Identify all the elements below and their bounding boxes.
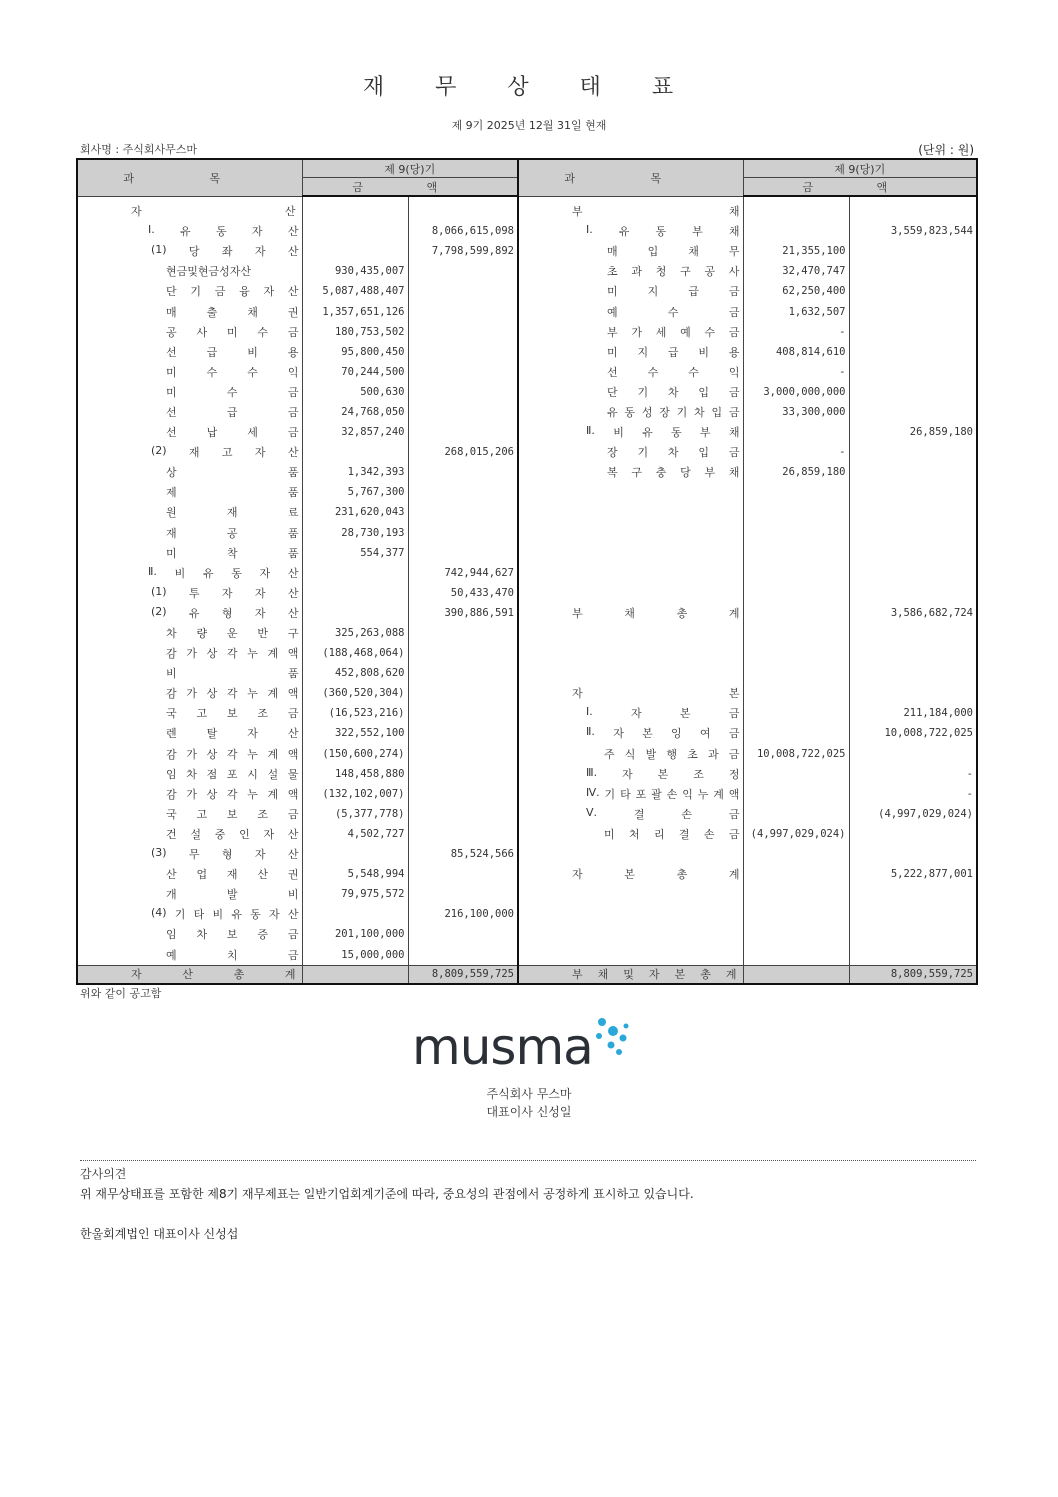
left-account-label: 차 량 운 반 구 (77, 623, 302, 643)
left-account-label: (3) 무 형 자 산 (77, 844, 302, 864)
right-account-label: Ⅰ. 유 동 부 채 (518, 221, 743, 241)
left-subtotal-amount (408, 744, 518, 764)
table-row (77, 944, 977, 965)
left-account-label: 개 발 비 (77, 884, 302, 904)
left-account-label: 선 급 비 용 (77, 342, 302, 362)
right-detail-amount: 1,632,507 (743, 301, 849, 321)
right-detail-amount (743, 663, 849, 683)
table-row (77, 201, 977, 221)
header-period-right: 제 9(당)기 (743, 159, 977, 178)
right-detail-amount (743, 784, 849, 804)
left-detail-amount: 930,435,007 (302, 261, 408, 281)
right-detail-amount: 62,250,400 (743, 281, 849, 301)
left-detail-amount: 325,263,088 (302, 623, 408, 643)
left-account-label: 감 가 상 각 누 계 액 (77, 683, 302, 703)
left-account-label: 임 차 보 증 금 (77, 924, 302, 944)
left-subtotal-amount (408, 301, 518, 321)
auditor-name: 한울회계법인 대표이사 신성섭 (80, 1227, 239, 1241)
right-detail-amount (743, 864, 849, 884)
left-detail-amount: 5,087,488,407 (302, 281, 408, 301)
right-detail-amount (743, 643, 849, 663)
right-detail-amount: 32,470,747 (743, 261, 849, 281)
right-subtotal-amount (849, 663, 977, 683)
svg-text:musma: musma (412, 1018, 593, 1070)
table-row (77, 402, 977, 422)
right-subtotal-amount: 26,859,180 (849, 422, 977, 442)
left-detail-amount: 4,502,727 (302, 824, 408, 844)
right-subtotal-amount (849, 844, 977, 864)
right-account-label: 단 기 차 입 금 (518, 382, 743, 402)
left-account-label: (2) 재 고 자 산 (77, 442, 302, 462)
right-detail-amount (743, 502, 849, 522)
left-account-label: 선 급 금 (77, 402, 302, 422)
left-account-label: Ⅱ. 비 유 동 자 산 (77, 563, 302, 583)
left-account-label: 렌 탈 자 산 (77, 723, 302, 743)
right-account-label (518, 944, 743, 965)
left-detail-amount: 1,357,651,126 (302, 301, 408, 321)
right-subtotal-amount (849, 583, 977, 603)
right-subtotal-amount (849, 382, 977, 402)
right-subtotal-amount: 5,222,877,001 (849, 864, 977, 884)
right-account-label: Ⅳ. 기 타 포 괄 손 익 누 계 액 (518, 784, 743, 804)
right-subtotal-amount: 211,184,000 (849, 703, 977, 723)
table-row (77, 864, 977, 884)
audit-opinion-heading: 감사의견 (80, 1167, 127, 1181)
left-subtotal-amount (408, 764, 518, 784)
left-account-label: 현금및현금성자산 (77, 261, 302, 281)
right-detail-amount: (4,997,029,024) (743, 824, 849, 844)
table-row (77, 342, 977, 362)
left-detail-amount: 24,768,050 (302, 402, 408, 422)
table-row (77, 784, 977, 804)
right-account-label (518, 543, 743, 563)
left-subtotal-amount: 390,886,591 (408, 603, 518, 623)
left-subtotal-amount (408, 422, 518, 442)
left-detail-amount: 15,000,000 (302, 944, 408, 965)
table-row (77, 924, 977, 944)
left-account-label: 국 고 보 조 금 (77, 703, 302, 723)
right-account-label: Ⅴ. 결 손 금 (518, 804, 743, 824)
left-account-label: 미 수 수 익 (77, 362, 302, 382)
right-detail-amount (743, 844, 849, 864)
left-detail-amount (302, 563, 408, 583)
table-row (77, 241, 977, 261)
left-subtotal-amount (408, 543, 518, 563)
total-liab-equity-label: 부 채 및 자 본 총 계 (518, 965, 743, 984)
right-account-label: Ⅱ. 비 유 동 부 채 (518, 422, 743, 442)
left-subtotal-amount (408, 643, 518, 663)
table-row (77, 362, 977, 382)
left-subtotal-amount (408, 623, 518, 643)
right-detail-amount (743, 221, 849, 241)
signature-ceo: 대표이사 신성일 (486, 1105, 572, 1119)
table-row (77, 764, 977, 784)
left-subtotal-amount (408, 482, 518, 502)
right-account-label: Ⅰ. 자 본 금 (518, 703, 743, 723)
right-subtotal-amount: 3,559,823,544 (849, 221, 977, 241)
right-account-label: 예 수 금 (518, 301, 743, 321)
right-detail-amount (743, 201, 849, 221)
right-subtotal-amount: 3,586,682,724 (849, 603, 977, 623)
right-subtotal-amount (849, 683, 977, 703)
left-detail-amount: 95,800,450 (302, 342, 408, 362)
left-detail-amount: 28,730,193 (302, 523, 408, 543)
right-detail-amount: - (743, 442, 849, 462)
left-account-label: 단 기 금 융 자 산 (77, 281, 302, 301)
right-subtotal-amount (849, 462, 977, 482)
table-row (77, 844, 977, 864)
left-detail-amount: (150,600,274) (302, 744, 408, 764)
header-period-left: 제 9(당)기 (302, 159, 518, 178)
left-account-label: 원 재 료 (77, 502, 302, 522)
right-account-label: 부 채 총 계 (518, 603, 743, 623)
company-name: 회사명 : 주식회사무스마 (80, 143, 197, 156)
right-account-label (518, 884, 743, 904)
balance-sheet-table (76, 158, 978, 985)
right-subtotal-amount: 10,008,722,025 (849, 723, 977, 743)
right-detail-amount: 21,355,100 (743, 241, 849, 261)
left-detail-amount (302, 221, 408, 241)
right-account-label: 복 구 충 당 부 채 (518, 462, 743, 482)
header-account-left: 과 목 (77, 159, 302, 196)
left-account-label: 임 차 점 포 시 설 물 (77, 764, 302, 784)
table-row (77, 261, 977, 281)
left-subtotal-amount (408, 924, 518, 944)
left-detail-amount: 554,377 (302, 543, 408, 563)
left-detail-amount: (16,523,216) (302, 703, 408, 723)
right-account-label (518, 583, 743, 603)
right-account-label: 미 지 급 비 용 (518, 342, 743, 362)
left-subtotal-amount (408, 703, 518, 723)
left-detail-amount: 231,620,043 (302, 502, 408, 522)
right-detail-amount (743, 482, 849, 502)
table-row (77, 904, 977, 924)
right-subtotal-amount (849, 482, 977, 502)
left-account-label: 자 산 (77, 201, 302, 221)
table-row (77, 583, 977, 603)
left-subtotal-amount (408, 402, 518, 422)
right-detail-amount: 10,008,722,025 (743, 744, 849, 764)
table-row (77, 884, 977, 904)
left-account-label: 건 설 중 인 자 산 (77, 824, 302, 844)
right-account-label: 장 기 차 입 금 (518, 442, 743, 462)
left-detail-amount: 5,548,994 (302, 864, 408, 884)
left-subtotal-amount (408, 362, 518, 382)
total-assets-value: 8,809,559,725 (408, 965, 518, 984)
balance-sheet-body (77, 196, 977, 965)
left-subtotal-amount (408, 201, 518, 221)
right-account-label: 매 입 채 무 (518, 241, 743, 261)
right-account-label (518, 502, 743, 522)
left-subtotal-amount (408, 663, 518, 683)
right-detail-amount: 408,814,610 (743, 342, 849, 362)
left-detail-amount (302, 442, 408, 462)
left-account-label: 상 품 (77, 462, 302, 482)
right-detail-amount (743, 422, 849, 442)
left-account-label: 매 출 채 권 (77, 301, 302, 321)
right-account-label: Ⅱ. 자 본 잉 여 금 (518, 723, 743, 743)
table-row (77, 804, 977, 824)
left-subtotal-amount (408, 723, 518, 743)
left-subtotal-amount: 268,015,206 (408, 442, 518, 462)
right-detail-amount (743, 563, 849, 583)
right-account-label (518, 523, 743, 543)
currency-unit: (단위 : 원) (918, 143, 974, 157)
left-subtotal-amount (408, 261, 518, 281)
right-account-label: 자 본 (518, 683, 743, 703)
table-row (77, 382, 977, 402)
table-row (77, 683, 977, 703)
right-detail-amount (743, 884, 849, 904)
right-subtotal-amount (849, 563, 977, 583)
left-detail-amount: (132,102,007) (302, 784, 408, 804)
left-detail-amount (302, 583, 408, 603)
table-row (77, 482, 977, 502)
right-detail-amount: 3,000,000,000 (743, 382, 849, 402)
public-notice: 위와 같이 공고함 (80, 987, 162, 1000)
right-detail-amount: - (743, 322, 849, 342)
right-subtotal-amount: (4,997,029,024) (849, 804, 977, 824)
right-account-label (518, 643, 743, 663)
left-account-label: (2) 유 형 자 산 (77, 603, 302, 623)
table-row (77, 824, 977, 844)
table-row (77, 643, 977, 663)
table-row (77, 663, 977, 683)
right-subtotal-amount (849, 924, 977, 944)
right-subtotal-amount (849, 301, 977, 321)
right-subtotal-amount (849, 824, 977, 844)
right-subtotal-amount (849, 201, 977, 221)
right-detail-amount (743, 703, 849, 723)
right-detail-amount (743, 603, 849, 623)
right-account-label (518, 844, 743, 864)
left-subtotal-amount (408, 382, 518, 402)
right-detail-amount (743, 944, 849, 965)
right-subtotal-amount: - (849, 784, 977, 804)
left-account-label: 선 납 세 금 (77, 422, 302, 442)
left-account-label: 예 치 금 (77, 944, 302, 965)
table-row (77, 442, 977, 462)
left-detail-amount: 5,767,300 (302, 482, 408, 502)
right-detail-amount (743, 764, 849, 784)
left-detail-amount: (360,520,304) (302, 683, 408, 703)
left-account-label: (1) 투 자 자 산 (77, 583, 302, 603)
right-detail-amount (743, 723, 849, 743)
left-account-label: 재 공 품 (77, 523, 302, 543)
left-account-label: 국 고 보 조 금 (77, 804, 302, 824)
left-account-label: 감 가 상 각 누 계 액 (77, 784, 302, 804)
left-subtotal-amount (408, 281, 518, 301)
right-detail-amount: 33,300,000 (743, 402, 849, 422)
left-account-label: (4) 기 타 비 유 동 자 산 (77, 904, 302, 924)
left-subtotal-amount (408, 683, 518, 703)
right-detail-amount (743, 804, 849, 824)
right-detail-amount (743, 904, 849, 924)
left-account-label: 감 가 상 각 누 계 액 (77, 744, 302, 764)
left-account-label: 공 사 미 수 금 (77, 322, 302, 342)
right-detail-amount: - (743, 362, 849, 382)
right-subtotal-amount (849, 543, 977, 563)
left-subtotal-amount (408, 884, 518, 904)
left-subtotal-amount: 50,433,470 (408, 583, 518, 603)
table-row (77, 543, 977, 563)
right-detail-amount (743, 543, 849, 563)
signature-company: 주식회사 무스마 (486, 1087, 572, 1101)
right-subtotal-amount: - (849, 764, 977, 784)
left-detail-amount: 452,808,620 (302, 663, 408, 683)
right-detail-amount (743, 924, 849, 944)
left-subtotal-amount: 216,100,000 (408, 904, 518, 924)
table-row (77, 322, 977, 342)
left-account-label: 비 품 (77, 663, 302, 683)
table-row (77, 723, 977, 743)
left-subtotal-amount (408, 322, 518, 342)
right-subtotal-amount (849, 322, 977, 342)
right-subtotal-amount (849, 944, 977, 965)
left-subtotal-amount (408, 944, 518, 965)
header-amount-left: 금 액 (302, 178, 518, 197)
table-row (77, 703, 977, 723)
left-detail-amount (302, 904, 408, 924)
left-detail-amount: (5,377,778) (302, 804, 408, 824)
table-row (77, 744, 977, 764)
right-account-label: 부 채 (518, 201, 743, 221)
right-account-label: 선 수 수 익 (518, 362, 743, 382)
right-subtotal-amount (849, 241, 977, 261)
right-subtotal-amount (849, 904, 977, 924)
left-subtotal-amount: 7,798,599,892 (408, 241, 518, 261)
right-detail-amount (743, 683, 849, 703)
left-detail-amount (302, 603, 408, 623)
right-account-label: Ⅲ. 자 본 조 정 (518, 764, 743, 784)
table-row (77, 563, 977, 583)
audit-opinion-text: 위 재무상태표를 포함한 제8기 재무제표는 일반기업회계기준에 따라, 중요성의 관점에서 공정하게 표시하고 있습니다. (80, 1187, 694, 1201)
right-detail-amount (743, 523, 849, 543)
left-detail-amount: 322,552,100 (302, 723, 408, 743)
left-subtotal-amount (408, 824, 518, 844)
right-subtotal-amount (849, 281, 977, 301)
right-subtotal-amount (849, 442, 977, 462)
right-subtotal-amount (849, 523, 977, 543)
musma-logo (412, 1016, 632, 1070)
right-account-label (518, 904, 743, 924)
left-detail-amount (302, 201, 408, 221)
right-subtotal-amount (849, 342, 977, 362)
right-subtotal-amount (849, 884, 977, 904)
page-title: 재 무 상 태 표 (362, 75, 696, 100)
table-row (77, 523, 977, 543)
left-account-label: 감 가 상 각 누 계 액 (77, 643, 302, 663)
right-account-label (518, 563, 743, 583)
left-subtotal-amount: 742,944,627 (408, 563, 518, 583)
left-detail-amount (302, 241, 408, 261)
right-subtotal-amount (849, 643, 977, 663)
right-subtotal-amount (849, 502, 977, 522)
right-account-label: 초 과 청 구 공 사 (518, 261, 743, 281)
left-subtotal-amount (408, 342, 518, 362)
right-subtotal-amount (849, 623, 977, 643)
left-subtotal-amount (408, 462, 518, 482)
left-subtotal-amount (408, 864, 518, 884)
left-detail-amount: 500,630 (302, 382, 408, 402)
left-detail-amount: 70,244,500 (302, 362, 408, 382)
total-liab-equity-value: 8,809,559,725 (849, 965, 977, 984)
table-row (77, 221, 977, 241)
right-account-label: 미 지 급 금 (518, 281, 743, 301)
table-row (77, 281, 977, 301)
left-subtotal-amount (408, 804, 518, 824)
left-detail-amount: 32,857,240 (302, 422, 408, 442)
left-detail-amount: 1,342,393 (302, 462, 408, 482)
header-account-right: 과 목 (518, 159, 743, 196)
right-account-label: 주 식 발 행 초 과 금 (518, 744, 743, 764)
left-account-label: 미 수 금 (77, 382, 302, 402)
table-row (77, 422, 977, 442)
table-row (77, 502, 977, 522)
right-account-label (518, 623, 743, 643)
left-detail-amount: 148,458,880 (302, 764, 408, 784)
right-account-label (518, 924, 743, 944)
left-subtotal-amount: 8,066,615,098 (408, 221, 518, 241)
left-detail-amount: 180,753,502 (302, 322, 408, 342)
left-account-label: (1) 당 좌 자 산 (77, 241, 302, 261)
right-account-label: 유 동 성 장 기 차 입 금 (518, 402, 743, 422)
left-subtotal-amount (408, 502, 518, 522)
right-account-label: 부 가 세 예 수 금 (518, 322, 743, 342)
table-row (77, 603, 977, 623)
right-subtotal-amount (849, 744, 977, 764)
left-account-label: 미 착 품 (77, 543, 302, 563)
left-account-label: 산 업 재 산 권 (77, 864, 302, 884)
right-detail-amount (743, 623, 849, 643)
left-subtotal-amount (408, 784, 518, 804)
total-assets-label: 자 산 총 계 (77, 965, 302, 984)
right-account-label: 미 처 리 결 손 금 (518, 824, 743, 844)
left-detail-amount: 79,975,572 (302, 884, 408, 904)
right-account-label (518, 482, 743, 502)
right-subtotal-amount (849, 362, 977, 382)
left-account-label: Ⅰ. 유 동 자 산 (77, 221, 302, 241)
table-row (77, 301, 977, 321)
left-detail-amount (302, 844, 408, 864)
right-detail-amount (743, 583, 849, 603)
table-row (77, 462, 977, 482)
report-period: 제 9기 2025년 12월 31일 현재 (451, 119, 607, 132)
left-subtotal-amount: 85,524,566 (408, 844, 518, 864)
right-account-label: 자 본 총 계 (518, 864, 743, 884)
right-account-label (518, 663, 743, 683)
header-amount-right: 금 액 (743, 178, 977, 197)
table-row (77, 623, 977, 643)
left-detail-amount: 201,100,000 (302, 924, 408, 944)
right-subtotal-amount (849, 402, 977, 422)
left-subtotal-amount (408, 523, 518, 543)
right-detail-amount: 26,859,180 (743, 462, 849, 482)
right-subtotal-amount (849, 261, 977, 281)
divider (80, 1160, 976, 1161)
left-account-label: 제 품 (77, 482, 302, 502)
left-detail-amount: (188,468,064) (302, 643, 408, 663)
